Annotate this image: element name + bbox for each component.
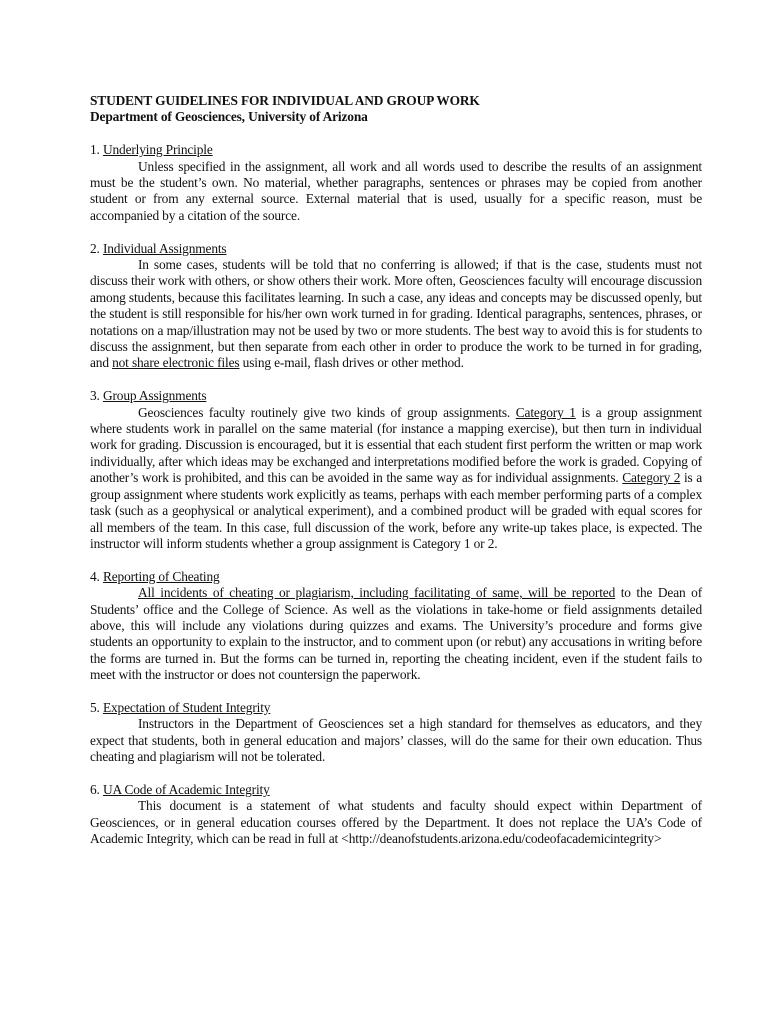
section-number: 1. bbox=[90, 142, 103, 158]
section-heading bbox=[90, 388, 702, 404]
section-heading bbox=[90, 569, 702, 585]
section-heading-text: Reporting of Cheating bbox=[102, 568, 220, 584]
section-number: 2. bbox=[90, 240, 103, 256]
section-1 bbox=[90, 142, 702, 224]
section-paragraph bbox=[90, 405, 702, 553]
section-3 bbox=[90, 388, 702, 552]
section-heading bbox=[90, 142, 702, 158]
underlined-text: Category 2 bbox=[622, 470, 681, 486]
paragraph-text: This document is a statement of what students and faculty should expect within Department of Geosciences, or in general education courses offered by the Department. It does not replace the UA’s Code of Academic Integrity, which can be read in full at <http://deanofstudents.arizona.edu/codeofacademicintegrity> bbox=[90, 798, 702, 847]
section-number: 5. bbox=[90, 699, 103, 715]
section-heading bbox=[90, 782, 702, 798]
section-heading bbox=[90, 241, 702, 257]
underlined-text: Category 1 bbox=[515, 404, 576, 420]
section-paragraph bbox=[90, 716, 702, 765]
paragraph-text: Instructors in the Department of Geosciences set a high standard for themselves as educators, and they expect that students, both in general education and majors’ classes, will do the same for their own education. Thus cheating and plagiarism will not be tolerated. bbox=[90, 716, 702, 765]
section-heading bbox=[90, 700, 702, 716]
section-4 bbox=[90, 569, 702, 684]
section-paragraph bbox=[90, 585, 702, 683]
paragraph-text: Geosciences faculty routinely give two kinds of group assignments. bbox=[138, 404, 516, 420]
section-6 bbox=[90, 782, 702, 848]
document-body bbox=[90, 90, 702, 848]
section-5 bbox=[90, 700, 702, 766]
document-subtitle: Department of Geosciences, University of Arizona bbox=[90, 109, 368, 125]
underlined-text: All incidents of cheating or plagiarism, including facilitating of same, will be reported bbox=[138, 585, 616, 601]
section-number: 4. bbox=[90, 568, 103, 584]
paragraph-text: is a group assignment where students work in parallel on the same material (for instance a mapping exercise), but then turn in individual work for grading. Discussion is encouraged, but it is essential that each student first perform the written or map work individually, after which ideas may be exchanged and interpretations modified before the work is graded. Copying of another’s work is prohibited, and this can be avoided in the same way as for individual assignments. bbox=[90, 404, 702, 486]
paragraph-text: to the Dean of Students’ office and the College of Science. As well as the violations in take-home or field assignments detailed above, this will include any violations during quizzes and exams. The University’s procedure and forms give students an opportunity to explain to the instructor, and to comment upon (or rebut) any accusations in writing before the forms are turned in. But the forms can be turned in, reporting the cheating incident, even if the student fails to meet with the instructor or does not countersign the paperwork. bbox=[90, 585, 703, 683]
section-heading-text: UA Code of Academic Integrity bbox=[102, 781, 270, 797]
document-title: STUDENT GUIDELINES FOR INDIVIDUAL AND GROUP WORK bbox=[90, 93, 480, 108]
paragraph-text: Unless specified in the assignment, all work and all words used to describe the results of an assignment must be the student’s own. No material, whether paragraphs, sentences or phrases may be copied from another student or from any external source. External material that is used, usually for a specific reason, must be accompanied by a citation of the source. bbox=[90, 158, 702, 223]
section-heading-text: Group Assignments bbox=[102, 388, 207, 404]
paragraph-text: In some cases, students will be told that no conferring is allowed; if that is the case, students must not discuss their work with others, or show others their work. More often, Geosciences faculty will encourage discussion among students, because this facilitates learning. In such a case, any ideas and concepts may be discussed openly, but the student is still responsible for his/her own work turned in for grading. Identical paragraphs, sentences, phrases, or notations on a map/illustration may not be used by two or more students. The best way to avoid this is for students to discuss the assignment, but then separate from each other in order to produce the work to be turned in for grading, and bbox=[90, 257, 702, 371]
section-number: 3. bbox=[90, 388, 103, 404]
paragraph-text: using e-mail, flash drives or other method. bbox=[239, 355, 464, 371]
underlined-text: not share electronic files bbox=[112, 355, 240, 371]
section-heading-text: Expectation of Student Integrity bbox=[102, 699, 271, 715]
section-2 bbox=[90, 241, 702, 372]
paragraph-text: is a group assignment where students work explicitly as teams, perhaps with each member performing parts of a complex task (such as a geophysical or analytical experiment), and a combined product will be graded with equal scores for all members of the team. In this case, full discussion of the work, before any write-up takes place, is expected. The instructor will inform students whether a group assignment is Category 1 or 2. bbox=[90, 470, 703, 551]
section-heading-text: Underlying Principle bbox=[102, 142, 213, 158]
section-paragraph bbox=[90, 159, 702, 225]
section-paragraph bbox=[90, 798, 702, 847]
section-heading-text: Individual Assignments bbox=[102, 240, 227, 256]
section-paragraph bbox=[90, 257, 702, 372]
sections-container bbox=[90, 142, 702, 847]
section-number: 6. bbox=[90, 781, 103, 797]
